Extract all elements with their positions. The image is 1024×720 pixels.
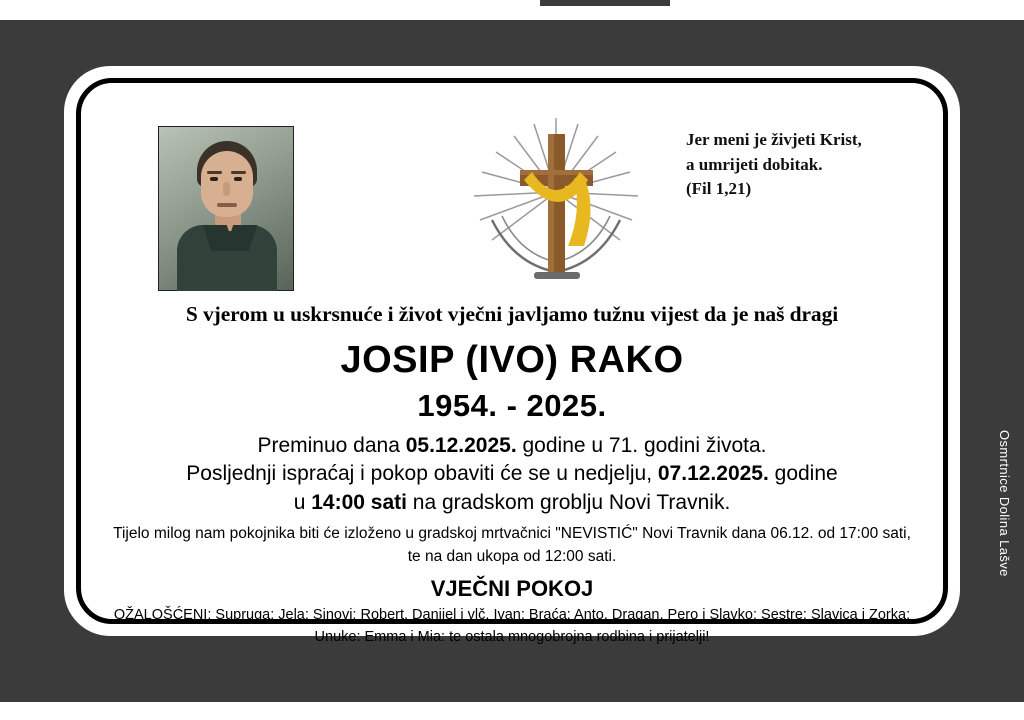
death-date: 05.12.2025.: [405, 434, 517, 457]
mourners-line-1: OŽALOŠĆENI: Supruga: Jela; Sinovi: Robert, Danijel i vlč. Ivan; Braća: Anto, Dragan, Pero i Slavko; Sestre: Slavica i Zorka;: [113, 606, 911, 623]
funeral-line-prefix: Posljednji ispraćaj i pokop obaviti će se u nedjelju,: [186, 462, 658, 486]
deceased-name: JOSIP (IVO) RAKO: [340, 339, 684, 381]
life-years: 1954. - 2025.: [417, 388, 607, 423]
photo-eyebrow-right: [231, 171, 246, 174]
mourners-line-2: Unuke: Emma i Mia: te ostala mnogobrojna rodbina i prijatelji!: [314, 628, 710, 645]
side-credit: Osmrtnice Dolina Lašve: [997, 430, 1012, 577]
viewing-line-2: te na dan ukopa od 12:00 sati.: [407, 547, 617, 565]
card-content: [86, 86, 938, 645]
funeral-line: [86, 460, 938, 488]
viewing-line-1: Tijelo milog nam pokojnika biti će izloženo u gradskoj mrtvačnici "NEVISTIĆ" Novi Travnik dana 06.12. od 17:00 sati,: [113, 525, 911, 543]
cross-with-rays-icon: [456, 112, 656, 302]
death-line-suffix: godine u 71. godini života.: [516, 434, 767, 457]
time-prefix: u: [293, 490, 312, 514]
death-line-prefix: Preminuo dana: [257, 434, 406, 457]
death-line: [86, 432, 938, 460]
scripture-line-2: a umrijeti dobitak.: [686, 154, 823, 174]
obituary-card: [64, 66, 960, 645]
photo-nose: [223, 182, 230, 196]
top-dark-notch: [540, 0, 670, 6]
rest-in-peace: VJEČNI POKOJ: [430, 575, 594, 601]
portrait-photo: [158, 126, 294, 291]
funeral-line-suffix: godine: [768, 462, 838, 486]
photo-eye-left: [210, 177, 218, 181]
scripture-quote: [686, 128, 946, 202]
cross-emblem: [456, 112, 656, 302]
time-line: [86, 489, 938, 517]
lead-sentence: S vjerom u uskrsnuće i život vječni javljamo tužnu vijest da je naš dragi: [185, 302, 839, 326]
photo-eye-right: [234, 177, 242, 181]
top-white-strip: [0, 0, 1024, 20]
scripture-line-1: Jer meni je živjeti Krist,: [686, 130, 862, 149]
obituary-text-block: [86, 302, 938, 648]
funeral-date: 07.12.2025.: [657, 462, 769, 486]
funeral-time: 14:00 sati: [311, 490, 407, 514]
time-suffix: na gradskom groblju Novi Travnik.: [406, 490, 731, 514]
photo-eyebrow-left: [207, 171, 222, 174]
bottom-white-strip: [0, 702, 1024, 720]
photo-mouth: [217, 203, 237, 207]
scripture-reference: (Fil 1,21): [686, 179, 752, 199]
